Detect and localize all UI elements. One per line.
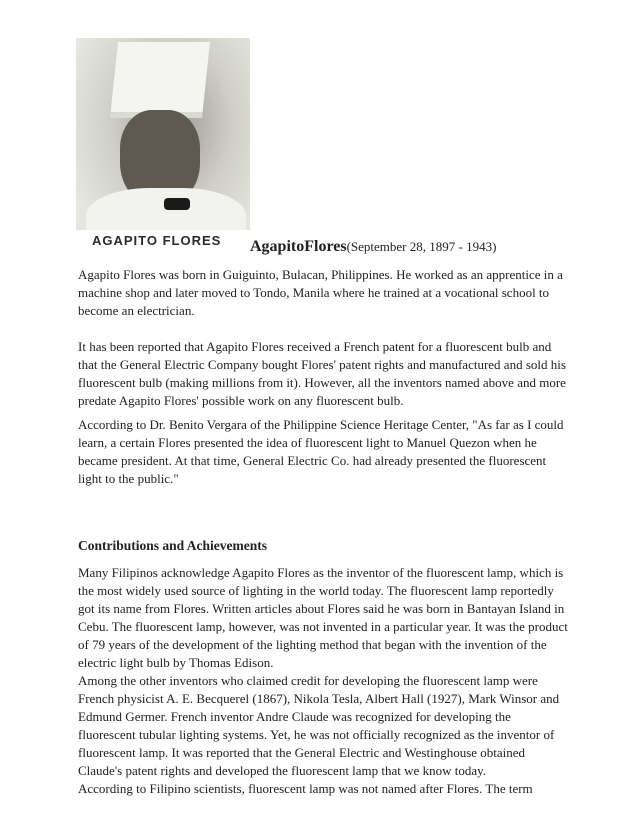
paragraph-patent <box>78 338 568 410</box>
paragraph-other-inventors: Among the other inventors who claimed credit for developing the fluorescent lamp were French physicist A. E. Becquerel (1867), Nikola Tesla, Albert Hall (1927), Mark Winsor and Edmund Germer. French inventor Andre Claude was recognized for developing the fluorescent tubular lighting systems. Yet, he was not officially recognized as the inventor of fluorescent lamp. It was reported that the General Electric and Westinghouse obtained Claude's patent rights and developed the fluorescent lamp that we know today. <box>78 673 560 778</box>
paragraph-scientists: According to Filipino scientists, fluorescent lamp was not named after Flores. The term <box>78 781 533 796</box>
paragraph-text: It has been reported that Agapito Flores received a French patent for a fluorescent bulb and that the General Electric Company bought Flores' patent rights and manufactured and sold his fluorescent bulb (making millions from it). However, all the inventors named above and more predate Agapito Flores' possible work on any fluorescent bulb. <box>78 339 566 408</box>
section-title: Contributions and Achievements <box>78 538 268 553</box>
paragraph-quote <box>78 416 568 488</box>
graduation-cap-shape <box>110 42 210 118</box>
person-name: AgapitoFlores <box>250 238 347 255</box>
paragraph-text: Agapito Flores was born in Guiguinto, Bulacan, Philippines. He worked as an apprentice in a machine shop and later moved to Tondo, Manila where he trained at a vocational school to become an electrician. <box>78 267 563 318</box>
photo-caption: AGAPITO FLORES <box>76 230 250 252</box>
paragraph-text: According to Dr. Benito Vergara of the Philippine Science Heritage Center, "As far as I could learn, a certain Flores presented the idea of fluorescent light to Manuel Quezon when he became president. At that time, General Electric Co. had already presented the fluorescent light to the public." <box>78 417 564 486</box>
title-heading <box>250 238 496 256</box>
paragraph-biography <box>78 266 568 320</box>
portrait-photo <box>76 38 250 252</box>
paragraph-contributions: Many Filipinos acknowledge Agapito Flores as the inventor of the fluorescent lamp, which is the most widely used source of lighting in the world today. The fluorescent lamp reportedly got its name from Flores. Written articles about Flores said he was born in Bantayan Island in Cebu. The fluorescent lamp, however, was not invented in a particular year. It was the product of 79 years of the development of the lighting method that began with the invention of the electric light bulb by Thomas Edison. <box>78 565 568 670</box>
section-body <box>78 564 568 798</box>
life-dates: (September 28, 1897 - 1943) <box>346 239 497 254</box>
bow-tie-shape <box>164 198 190 210</box>
